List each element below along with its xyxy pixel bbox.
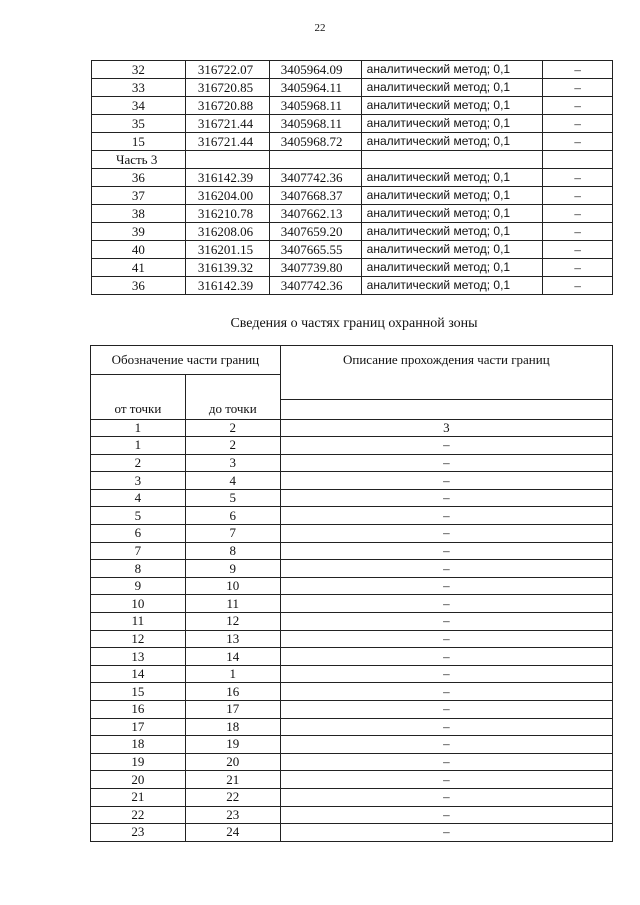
y-coordinate: 3407668.37 [269,187,361,205]
part-description: – [280,613,612,631]
to-point: 5 [185,489,280,507]
to-point: 20 [185,753,280,771]
to-point: 3 [185,454,280,472]
boundary-part-row [91,648,613,666]
part-description: – [280,489,612,507]
note-cell: – [543,223,613,241]
to-point: 14 [185,648,280,666]
point-number: 33 [92,79,186,97]
to-point: 11 [185,595,280,613]
boundary-part-row [91,630,613,648]
boundary-part-row [91,595,613,613]
note-cell: – [543,277,613,295]
x-coordinate: 316721.44 [185,133,269,151]
to-point: 17 [185,701,280,719]
point-number: 40 [92,241,186,259]
from-point: 3 [91,472,186,490]
to-point: 2 [185,437,280,455]
y-coordinate: 3407739.80 [269,259,361,277]
coordinate-row [92,277,613,295]
from-point: 10 [91,595,186,613]
empty-cell [361,151,543,169]
coordinate-row [92,79,613,97]
to-point: 19 [185,736,280,754]
part-description: – [280,665,612,683]
determination-method: аналитический метод; 0,1 [361,241,543,259]
part-description: – [280,577,612,595]
from-point: 9 [91,577,186,595]
from-point: 8 [91,560,186,578]
boundary-part-row [91,489,613,507]
coordinate-row [92,205,613,223]
boundary-part-row [91,437,613,455]
boundary-part-row [91,542,613,560]
from-point: 20 [91,771,186,789]
part-description: – [280,437,612,455]
part-description: – [280,542,612,560]
to-point: 23 [185,806,280,824]
to-point: 6 [185,507,280,525]
y-coordinate: 3407659.20 [269,223,361,241]
part-description: – [280,806,612,824]
coordinate-row [92,169,613,187]
x-coordinate: 316722.07 [185,61,269,79]
point-number: 41 [92,259,186,277]
point-number: 37 [92,187,186,205]
from-point: 17 [91,718,186,736]
to-point: 1 [185,665,280,683]
from-point: 21 [91,788,186,806]
to-point: 8 [185,542,280,560]
determination-method: аналитический метод; 0,1 [361,277,543,295]
part-description: – [280,788,612,806]
header-description-spacer [280,399,612,419]
header-to-spacer [185,375,280,400]
from-point: 6 [91,525,186,543]
y-coordinate: 3405964.09 [269,61,361,79]
boundary-part-row [91,525,613,543]
from-point: 7 [91,542,186,560]
x-coordinate: 316721.44 [185,115,269,133]
to-point: 9 [185,560,280,578]
note-cell: – [543,259,613,277]
part-description: – [280,683,612,701]
from-point: 23 [91,824,186,842]
part-label: Часть 3 [92,151,186,169]
to-point: 10 [185,577,280,595]
y-coordinate: 3405968.11 [269,115,361,133]
point-number: 36 [92,169,186,187]
to-point: 16 [185,683,280,701]
determination-method: аналитический метод; 0,1 [361,97,543,115]
part-description: – [280,630,612,648]
header-designation: Обозначение части границ [91,346,281,375]
to-point: 7 [185,525,280,543]
x-coordinate: 316208.06 [185,223,269,241]
part-description: – [280,454,612,472]
empty-cell [269,151,361,169]
determination-method: аналитический метод; 0,1 [361,259,543,277]
from-point: 13 [91,648,186,666]
point-number: 36 [92,277,186,295]
boundary-part-row [91,701,613,719]
determination-method: аналитический метод; 0,1 [361,223,543,241]
from-point: 12 [91,630,186,648]
note-cell: – [543,115,613,133]
part-description: – [280,718,612,736]
boundary-part-row [91,824,613,842]
boundary-parts-table [90,345,613,842]
part-description: – [280,824,612,842]
to-point: 22 [185,788,280,806]
from-point: 18 [91,736,186,754]
empty-cell [543,151,613,169]
determination-method: аналитический метод; 0,1 [361,61,543,79]
determination-method: аналитический метод; 0,1 [361,187,543,205]
index-from: 1 [91,419,186,437]
note-cell: – [543,205,613,223]
y-coordinate: 3405964.11 [269,79,361,97]
part-description: – [280,525,612,543]
note-cell: – [543,187,613,205]
from-point: 2 [91,454,186,472]
header-from: от точки [91,399,186,419]
boundary-part-row [91,771,613,789]
coordinate-row [92,241,613,259]
x-coordinate: 316201.15 [185,241,269,259]
y-coordinate: 3405968.72 [269,133,361,151]
section-title: Сведения о частях границ охранной зоны [230,316,478,331]
note-cell: – [543,79,613,97]
boundary-part-row [91,454,613,472]
coordinates-table [91,60,613,295]
coordinate-row [92,115,613,133]
index-to: 2 [185,419,280,437]
part-description: – [280,472,612,490]
x-coordinate: 316139.32 [185,259,269,277]
part-description: – [280,595,612,613]
from-point: 5 [91,507,186,525]
boundary-part-row [91,683,613,701]
to-point: 12 [185,613,280,631]
x-coordinate: 316142.39 [185,169,269,187]
coordinate-row [92,187,613,205]
x-coordinate: 316142.39 [185,277,269,295]
part-description: – [280,736,612,754]
note-cell: – [543,97,613,115]
y-coordinate: 3407665.55 [269,241,361,259]
header-description: Описание прохождения части границ [280,346,612,400]
note-cell: – [543,241,613,259]
y-coordinate: 3405968.11 [269,97,361,115]
coordinate-row [92,61,613,79]
determination-method: аналитический метод; 0,1 [361,205,543,223]
part-description: – [280,560,612,578]
from-point: 16 [91,701,186,719]
point-number: 39 [92,223,186,241]
determination-method: аналитический метод; 0,1 [361,115,543,133]
determination-method: аналитический метод; 0,1 [361,133,543,151]
y-coordinate: 3407742.36 [269,169,361,187]
point-number: 35 [92,115,186,133]
from-point: 4 [91,489,186,507]
from-point: 15 [91,683,186,701]
boundary-part-row [91,665,613,683]
boundary-part-row [91,472,613,490]
part-description: – [280,771,612,789]
point-number: 15 [92,133,186,151]
boundary-part-row [91,736,613,754]
boundary-part-row [91,613,613,631]
coordinate-row [92,97,613,115]
boundary-part-row [91,788,613,806]
coordinate-row [92,223,613,241]
header-to: до точки [185,399,280,419]
to-point: 24 [185,824,280,842]
index-desc: 3 [280,419,612,437]
y-coordinate: 3407662.13 [269,205,361,223]
boundary-part-row [91,753,613,771]
part-description: – [280,648,612,666]
boundary-part-row [91,718,613,736]
coordinate-row [92,133,613,151]
point-number: 32 [92,61,186,79]
determination-method: аналитический метод; 0,1 [361,79,543,97]
part-description: – [280,753,612,771]
to-point: 13 [185,630,280,648]
empty-cell [185,151,269,169]
determination-method: аналитический метод; 0,1 [361,169,543,187]
coordinate-row [92,259,613,277]
page-number: 22 [314,22,326,34]
to-point: 4 [185,472,280,490]
part-description: – [280,507,612,525]
from-point: 19 [91,753,186,771]
from-point: 22 [91,806,186,824]
to-point: 18 [185,718,280,736]
point-number: 38 [92,205,186,223]
boundary-part-row [91,560,613,578]
note-cell: – [543,169,613,187]
from-point: 11 [91,613,186,631]
note-cell: – [543,133,613,151]
header-from-spacer [91,375,186,400]
boundary-part-row [91,806,613,824]
note-cell: – [543,61,613,79]
boundary-part-row [91,577,613,595]
boundary-part-row [91,507,613,525]
x-coordinate: 316204.00 [185,187,269,205]
y-coordinate: 3407742.36 [269,277,361,295]
part-header-row [92,151,613,169]
from-point: 14 [91,665,186,683]
to-point: 21 [185,771,280,789]
point-number: 34 [92,97,186,115]
from-point: 1 [91,437,186,455]
x-coordinate: 316210.78 [185,205,269,223]
x-coordinate: 316720.85 [185,79,269,97]
x-coordinate: 316720.88 [185,97,269,115]
part-description: – [280,701,612,719]
